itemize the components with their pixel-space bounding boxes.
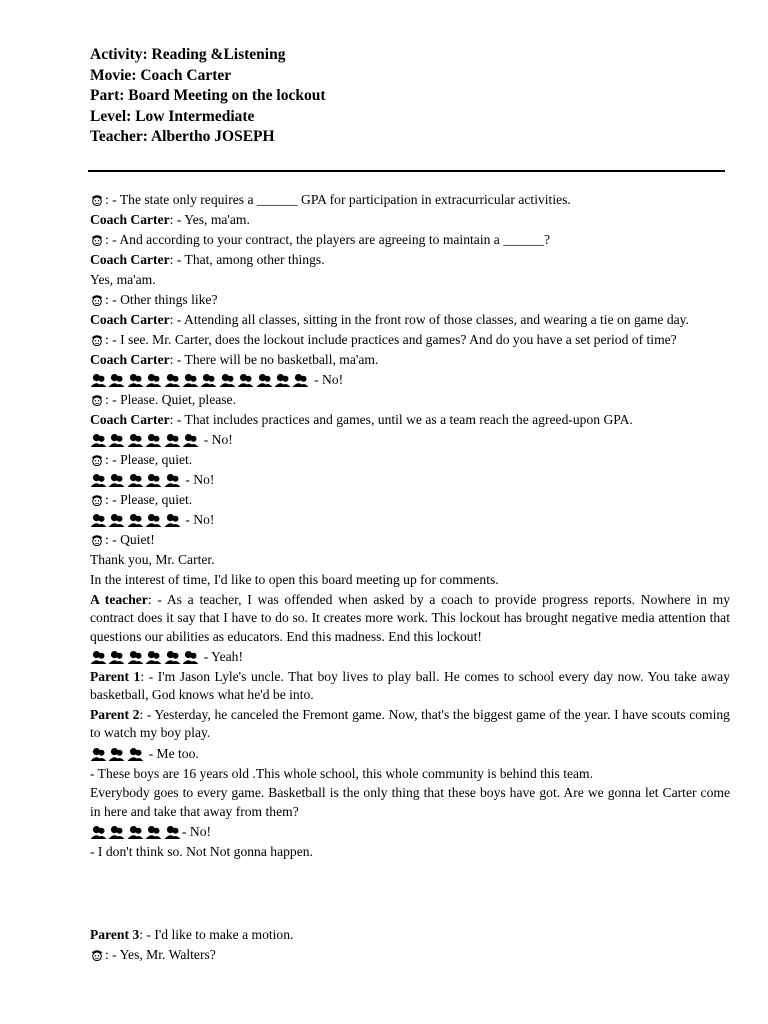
people-silhouette-icon — [127, 433, 144, 447]
dialogue-line-crowd — [90, 430, 730, 450]
dialogue-text: : - I see. Mr. Carter, does the lockout include practices and games? And do you have a set period of time? — [105, 332, 677, 347]
police-officer-emoji-icon — [90, 533, 104, 546]
dialogue-text: - Yeah! — [200, 649, 244, 664]
dialogue-text: : - And according to your contract, the players are agreeing to maintain a ______? — [105, 232, 551, 247]
speaker-name: A teacher — [90, 591, 148, 607]
dialogue-text: : - There will be no basketball, ma'am. — [169, 352, 379, 367]
people-silhouette-icon — [164, 473, 181, 487]
people-silhouette-icon — [274, 373, 291, 387]
dialogue-text: Thank you, Mr. Carter. — [90, 552, 215, 567]
police-officer-emoji-icon — [90, 333, 104, 346]
people-silhouette-icon — [90, 825, 107, 839]
level-line: Level: Low Intermediate — [90, 107, 255, 125]
people-silhouette-icon — [108, 513, 125, 527]
dialogue-line-chair — [90, 450, 730, 470]
part-line: Part: Board Meeting on the lockout — [90, 87, 326, 105]
people-silhouette-icon — [108, 433, 125, 447]
dialogue-text: : - Attending all classes, sitting in the front row of those classes, and wearing a tie on game day. — [169, 312, 689, 327]
dialogue-line-plain — [90, 270, 730, 290]
dialogue-text: - No! — [200, 432, 233, 447]
dialogue-line-plain — [90, 764, 730, 784]
police-officer-emoji-icon — [90, 193, 104, 206]
dialogue-text: : - Please, quiet. — [105, 452, 193, 467]
people-silhouette-icon — [164, 650, 181, 664]
activity-line: Activity: Reading &Listening — [90, 46, 286, 63]
police-officer-emoji-icon — [90, 453, 104, 466]
dialogue-line-crowd — [90, 370, 730, 390]
speaker-name: Coach Carter — [90, 352, 170, 367]
people-silhouette-icon — [182, 433, 199, 447]
dialogue-text: : - Quiet! — [105, 532, 155, 547]
people-silhouette-icon — [108, 650, 125, 664]
speaker-name: Coach Carter — [90, 412, 170, 427]
dialogue-line-speaker — [90, 591, 730, 647]
dialogue-text: - These boys are 16 years old .This whole school, this whole community is behind this team. — [90, 765, 594, 781]
dialogue-line-speaker — [90, 706, 730, 743]
speaker-name: Parent 2 — [90, 706, 140, 722]
people-silhouette-icon — [108, 373, 125, 387]
dialogue-line-speaker — [90, 350, 730, 370]
dialogue-line-crowd — [90, 822, 730, 842]
people-silhouette-icon — [145, 513, 162, 527]
dialogue-line-chair — [90, 330, 730, 350]
dialogue-text: : - I'm Jason Lyle's uncle. That boy lives to play ball. He comes to school every day now. You take away basketball, God knows what he'd be into. — [90, 668, 730, 702]
people-silhouette-icon — [182, 650, 199, 664]
people-silhouette-icon — [292, 373, 309, 387]
blank-space — [90, 862, 730, 925]
dialogue-text: - No! — [181, 472, 215, 487]
dialogue-text: : - Yes, Mr. Walters? — [105, 947, 216, 962]
dialogue-text: Everybody goes to every game. Basketball is the only thing that these boys have got. Are we gonna let Carter come in here and take that away from them? — [90, 785, 730, 819]
dialogue-line-crowd — [90, 510, 730, 530]
people-silhouette-icon — [108, 825, 125, 839]
people-silhouette-icon — [127, 473, 144, 487]
dialogue-line-speaker — [90, 250, 730, 270]
dialogue-text: : - Yesterday, he canceled the Fremont game. Now, that's the biggest game of the year. I have scouts coming to watch my boy play. — [90, 706, 730, 740]
people-silhouette-icon — [90, 747, 107, 761]
people-silhouette-icon — [145, 373, 162, 387]
dialogue-line-chair — [90, 530, 730, 550]
dialogue-text: - No! — [310, 372, 344, 387]
dialogue-line-chair — [90, 945, 730, 965]
speaker-name: Coach Carter — [90, 312, 170, 327]
speaker-name: Parent 3 — [90, 927, 140, 942]
police-officer-emoji-icon — [90, 293, 104, 306]
people-silhouette-icon — [127, 825, 144, 839]
people-silhouette-icon — [164, 433, 181, 447]
people-silhouette-icon — [256, 373, 273, 387]
people-silhouette-icon — [90, 513, 107, 527]
people-silhouette-icon — [127, 747, 144, 761]
dialogue-line-chair — [90, 290, 730, 310]
people-silhouette-icon — [237, 373, 254, 387]
dialogue-text: Yes, ma'am. — [90, 272, 156, 287]
people-silhouette-icon — [164, 373, 181, 387]
dialogue-text: In the interest of time, I'd like to open this board meeting up for comments. — [90, 572, 499, 587]
police-officer-emoji-icon — [90, 493, 104, 506]
people-silhouette-icon — [90, 473, 107, 487]
header-divider — [88, 170, 725, 172]
teacher-line: Teacher: Albertho JOSEPH — [90, 128, 275, 146]
people-silhouette-icon — [145, 433, 162, 447]
dialogue-text: : - Other things like? — [105, 292, 218, 307]
speaker-name: Parent 1 — [90, 668, 141, 684]
dialogue-text: - No! — [181, 512, 215, 527]
people-silhouette-icon — [200, 373, 217, 387]
dialogue-line-crowd — [90, 647, 730, 667]
dialogue-line-crowd — [90, 470, 730, 490]
people-silhouette-icon — [145, 650, 162, 664]
dialogue-text: - I don't think so. Not Not gonna happen. — [90, 844, 313, 859]
dialogue-line-speaker — [90, 210, 730, 230]
dialogue-line-plain — [90, 784, 730, 821]
people-silhouette-icon — [145, 825, 162, 839]
dialogue-text: : - The state only requires a ______ GPA for participation in extracurricular activities. — [105, 192, 571, 207]
speaker-name: Coach Carter — [90, 212, 170, 227]
dialogue-line-plain — [90, 550, 730, 570]
people-silhouette-icon — [182, 373, 199, 387]
police-officer-emoji-icon — [90, 233, 104, 246]
dialogue-line-speaker — [90, 310, 730, 330]
people-silhouette-icon — [90, 433, 107, 447]
movie-line: Movie: Coach Carter — [90, 66, 232, 84]
police-officer-emoji-icon — [90, 948, 104, 961]
people-silhouette-icon — [90, 650, 107, 664]
police-officer-emoji-icon — [90, 393, 104, 406]
dialogue-line-chair — [90, 490, 730, 510]
dialogue-line-chair — [90, 230, 730, 250]
people-silhouette-icon — [108, 747, 125, 761]
people-silhouette-icon — [164, 513, 181, 527]
dialogue-text: : - Yes, ma'am. — [169, 212, 250, 227]
dialogue-line-plain — [90, 842, 730, 862]
dialogue-text: - No! — [181, 824, 212, 839]
dialogue-text: : - That, among other things. — [169, 252, 325, 267]
speaker-name: Coach Carter — [90, 252, 170, 267]
people-silhouette-icon — [219, 373, 236, 387]
people-silhouette-icon — [127, 513, 144, 527]
dialogue-text: : - That includes practices and games, until we as a team reach the agreed-upon GPA. — [169, 412, 633, 427]
dialogue-line-chair — [90, 190, 730, 210]
people-silhouette-icon — [145, 473, 162, 487]
dialogue-transcript — [90, 190, 730, 965]
dialogue-line-chair — [90, 390, 730, 410]
dialogue-line-speaker — [90, 925, 730, 945]
dialogue-line-plain — [90, 570, 730, 590]
dialogue-text: : - I'd like to make a motion. — [139, 927, 294, 942]
dialogue-line-speaker — [90, 410, 730, 430]
people-silhouette-icon — [127, 373, 144, 387]
worksheet-header — [90, 45, 325, 148]
dialogue-text: : - Please. Quiet, please. — [105, 392, 236, 407]
people-silhouette-icon — [90, 373, 107, 387]
dialogue-line-speaker — [90, 668, 730, 705]
people-silhouette-icon — [108, 473, 125, 487]
dialogue-text: : - Please, quiet. — [105, 492, 193, 507]
dialogue-line-crowd — [90, 744, 730, 764]
people-silhouette-icon — [164, 825, 181, 839]
dialogue-text: : - As a teacher, I was offended when asked by a coach to provide progress reports. Nowhere in my contract does it say that I have to do so. It creates more work. This lockout has brought negative media attention that questions our abilities as educators. End this madness. End this lockout! — [90, 591, 731, 644]
people-silhouette-icon — [127, 650, 144, 664]
dialogue-text: - Me too. — [145, 745, 199, 761]
